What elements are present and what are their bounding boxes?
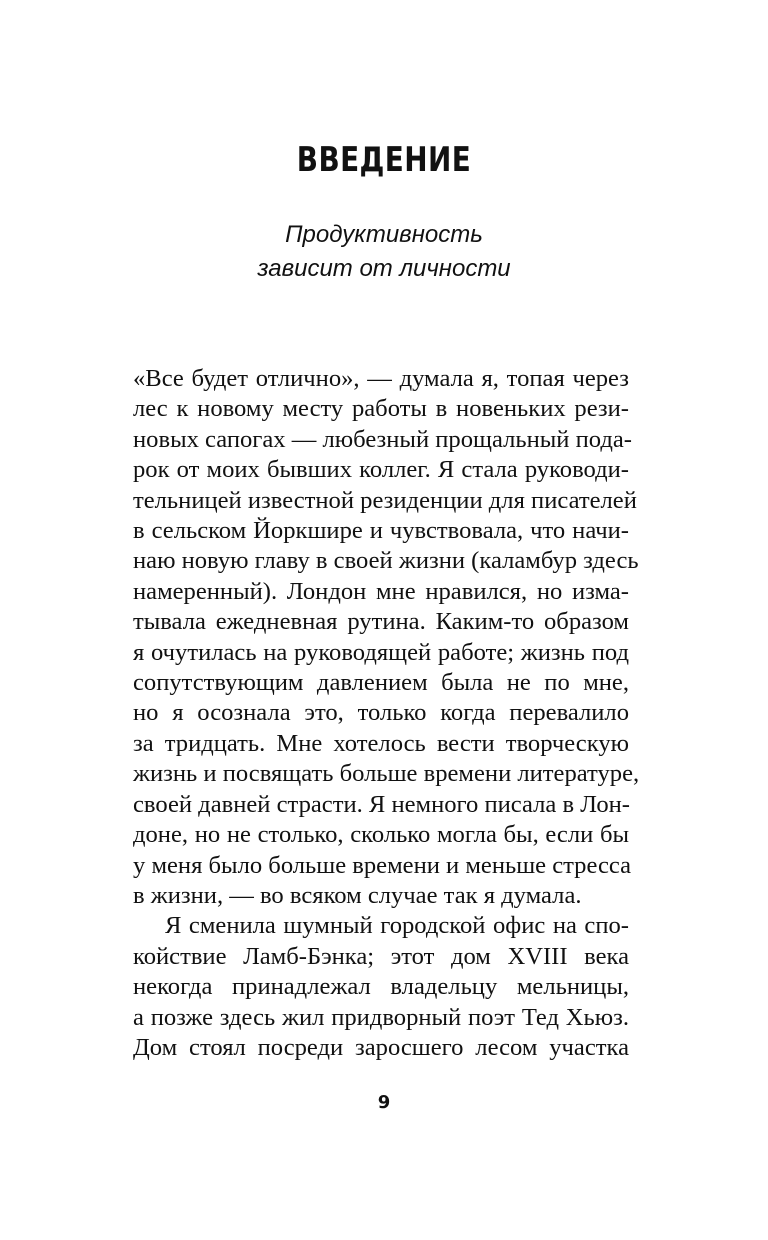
body-text [133,364,640,1063]
text-line: сопутствующим давлением была не по мне, [133,669,629,697]
text-line: намеренный). Лондон мне нравился, но изма- [133,577,629,605]
text-line: рок от моих бывших коллег. Я стала руководи- [133,456,629,484]
text-line: наю новую главу в своей жизни (каламбур здесь [133,547,639,575]
subtitle-line: зависит от личности [257,255,511,282]
text-line: жизнь и посвящать больше времени литературе, [133,760,640,788]
subtitle-line: Продуктивность [285,221,483,248]
text-line: Я сменила шумный городской офис на спо- [165,912,629,940]
text-line: своей давней страсти. Я немного писала в Лон- [133,790,630,818]
text-line: я очутилась на руководящей работе; жизнь под [133,638,629,666]
text-line: койствие Ламб-Бэнка; этот дом XVIII века [133,942,629,970]
text-line: тельницей известной резиденции для писателей [133,486,637,514]
text-line: в сельском Йоркшире и чувствовала, что начи- [133,517,629,545]
text-line: в жизни, — во всяком случае так я думала. [133,881,582,909]
text-line: тывала ежедневная рутина. Каким-то образом [133,608,629,636]
text-line: а позже здесь жил придворный поэт Тед Хьюз. [133,1003,629,1031]
paragraph-2 [133,911,629,1063]
text-line: лес к новому месту работы в новеньких рези- [133,395,629,423]
text-line: у меня было больше времени и меньше стресса [133,851,632,879]
text-line: Дом стоял посреди заросшего лесом участка [133,1033,629,1061]
text-line: за тридцать. Мне хотелось вести творческую [133,729,629,757]
text-line: доне, но не столько, сколько могла бы, если бы [133,821,629,849]
text-line: «Все будет отлично», — думала я, топая через [133,365,629,392]
text-line: новых сапогах — любезный прощальный пода- [133,425,632,453]
paragraph-1 [133,364,640,911]
text-line: некогда принадлежал владельцу мельницы, [133,973,629,1001]
text-line: но я осознала это, только когда перевалило [133,699,629,727]
page-number: 9 [377,1092,391,1113]
chapter-title: ВВЕДЕНИЕ [296,140,472,180]
chapter-subtitle [0,218,768,286]
